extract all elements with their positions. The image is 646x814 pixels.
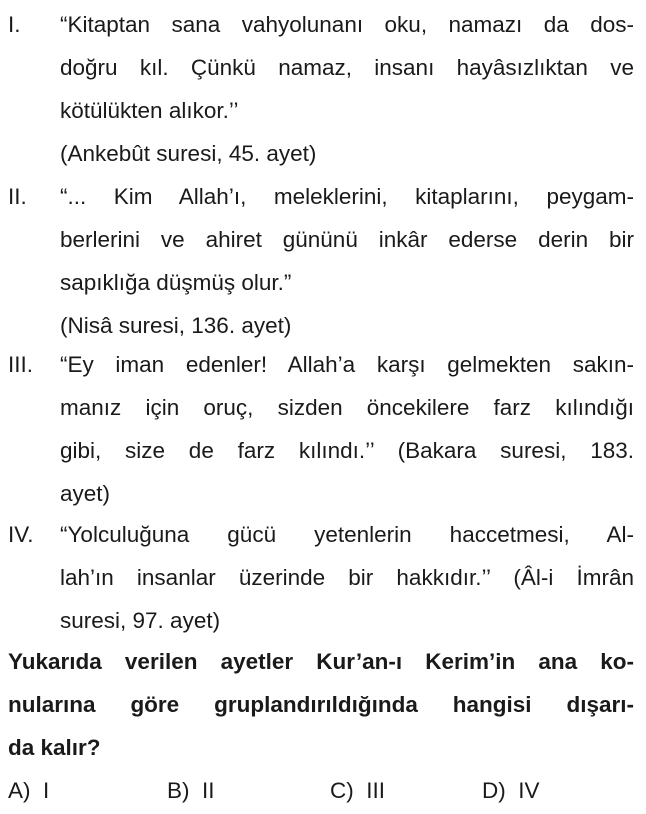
- statement-line: lah’ın insanlar üzerinde bir hakkıdır.’’ (Âl-i İmrân: [60, 565, 634, 590]
- option-c[interactable]: [330, 770, 385, 812]
- statement-line: “... Kim Allah’ı, meleklerini, kitaplarını, peygam-: [60, 184, 634, 209]
- option-value: II: [202, 778, 215, 803]
- statement-line: suresi, 97. ayet): [60, 608, 221, 633]
- option-letter: D): [482, 778, 506, 803]
- option-value: IV: [518, 778, 540, 803]
- statement-line: sapıklığa düşmüş olur.”: [60, 270, 292, 295]
- roman-numeral: III.: [8, 352, 34, 377]
- roman-numeral: IV.: [8, 522, 34, 547]
- statement-line: manız için oruç, sizden öncekilere farz kılındığı: [60, 395, 634, 420]
- option-a[interactable]: [8, 770, 49, 812]
- statement-line: ayet): [60, 481, 111, 506]
- roman-numeral: II.: [8, 184, 27, 209]
- option-value: I: [43, 778, 50, 803]
- statement-line: doğru kıl. Çünkü namaz, insanı hayâsızlıktan ve: [60, 55, 634, 80]
- roman-numeral: I.: [8, 12, 21, 37]
- option-letter: B): [167, 778, 190, 803]
- question-stem-line: Yukarıda verilen ayetler Kur’an-ı Kerim’in ana ko-: [8, 649, 634, 674]
- statement-line: “Kitaptan sana vahyolunanı oku, namazı da dos-: [60, 12, 634, 37]
- option-letter: A): [8, 778, 31, 803]
- statement-line: gibi, size de farz kılındı.’’ (Bakara suresi, 183.: [60, 438, 634, 463]
- statement-line: berlerini ve ahiret gününü inkâr ederse derin bir: [60, 227, 634, 252]
- statement-line: kötülükten alıkor.’’: [60, 98, 239, 123]
- verse-reference: (Nisâ suresi, 136. ayet): [60, 313, 292, 338]
- option-letter: C): [330, 778, 354, 803]
- statement-line: “Ey iman edenler! Allah’a karşı gelmekten sakın-: [60, 352, 634, 377]
- question-stem-line: da kalır?: [8, 735, 101, 760]
- option-d[interactable]: [482, 770, 540, 812]
- statement-line: “Yolculuğuna gücü yetenlerin haccetmesi, Al-: [60, 522, 634, 547]
- question-stem-line: nularına göre gruplandırıldığında hangisi dışarı-: [8, 692, 634, 717]
- option-b[interactable]: [167, 770, 215, 812]
- option-value: III: [366, 778, 386, 803]
- verse-reference: (Ankebût suresi, 45. ayet): [60, 141, 317, 166]
